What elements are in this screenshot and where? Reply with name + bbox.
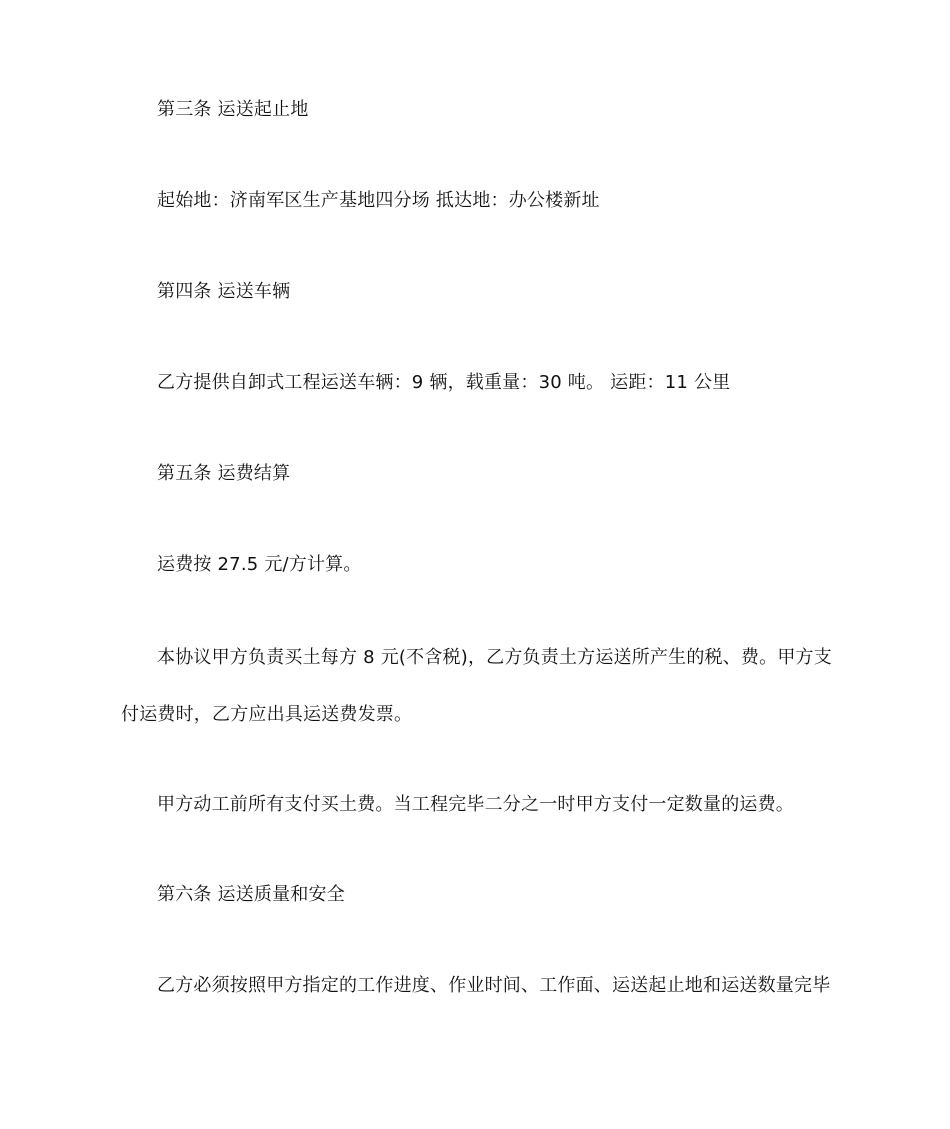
article-3-heading: 第三条 运送起止地 bbox=[157, 99, 309, 120]
article-5-heading: 第五条 运费结算 bbox=[157, 463, 291, 484]
article-5-payment: 甲方动工前所有支付买土费。当工程完毕二分之一时甲方支付一定数量的运费。 bbox=[157, 794, 794, 815]
article-3-origin-destination: 起始地：济南军区生产基地四分场 抵达地：办公楼新址 bbox=[157, 190, 600, 211]
article-6-heading: 第六条 运送质量和安全 bbox=[157, 884, 345, 905]
article-6-requirements: 乙方必须按照甲方指定的工作进度、作业时间、工作面、运送起止地和运送数量完毕 bbox=[157, 975, 831, 996]
article-5-tax-paragraph: 本协议甲方负责买土每方 8 元(不含税)，乙方负责土方运送所产生的税、费。甲方支 bbox=[157, 647, 832, 668]
article-4-heading: 第四条 运送车辆 bbox=[157, 281, 291, 302]
article-5-rate: 运费按 27.5 元/方计算。 bbox=[157, 554, 362, 575]
article-4-vehicles: 乙方提供自卸式工程运送车辆：9 辆，载重量：30 吨。 运距：11 公里 bbox=[157, 372, 731, 393]
article-5-tax-paragraph-cont: 付运费时，乙方应出具运送费发票。 bbox=[121, 704, 413, 725]
